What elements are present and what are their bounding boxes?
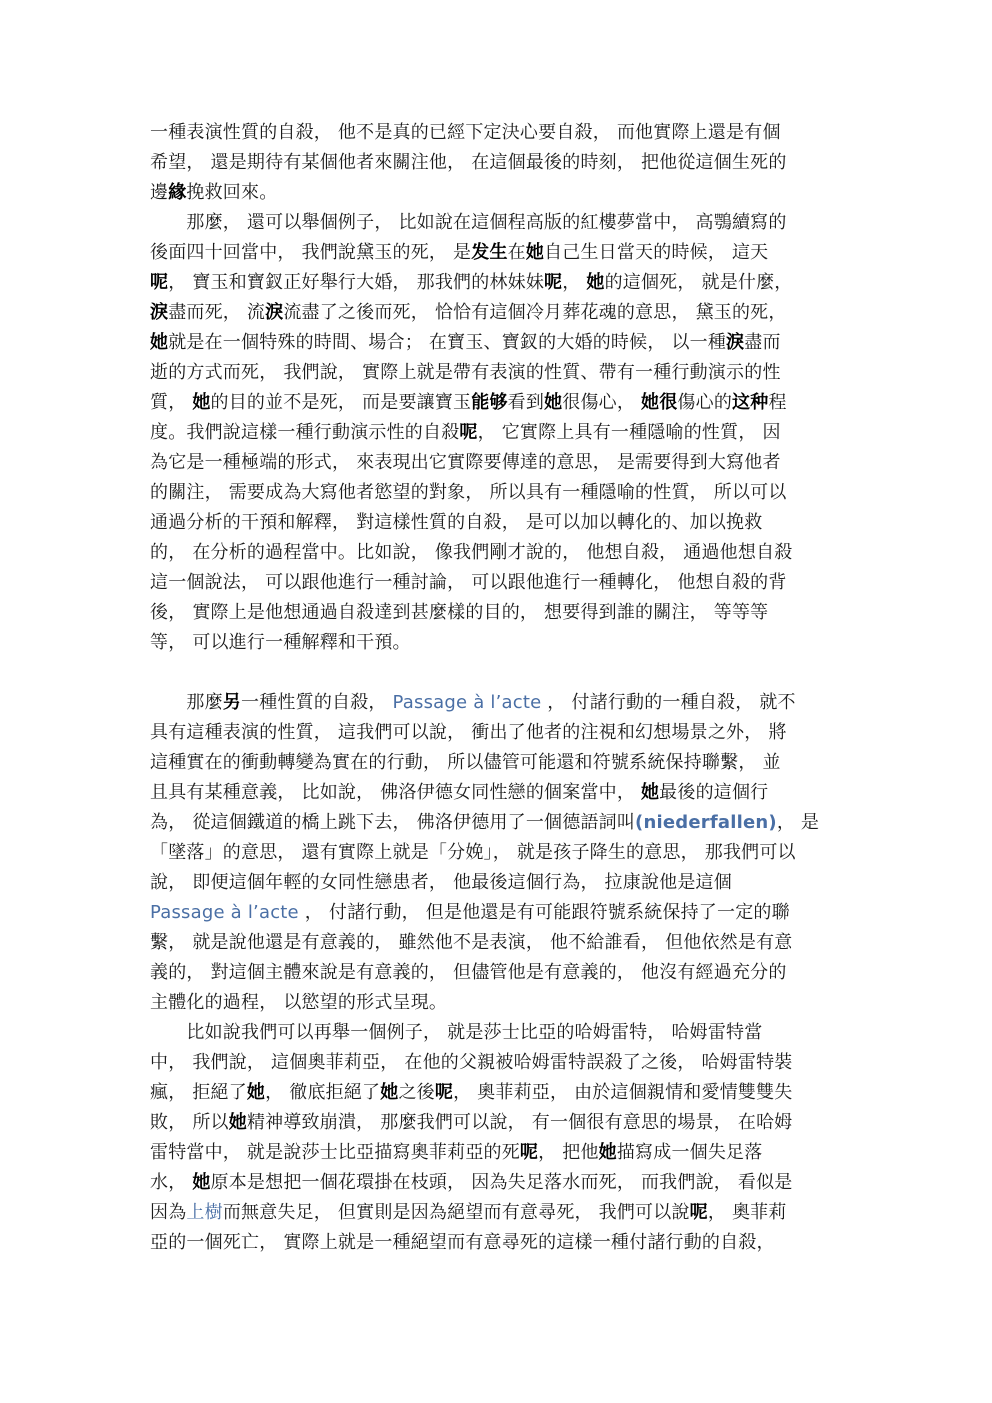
body-text: 敗， 所以 <box>150 1112 229 1133</box>
body-text: 的目的並不是死， 而是要讓寶玉 <box>210 392 472 413</box>
emphasis-text: 她 <box>525 242 545 263</box>
body-text: 描寫成一個失足落 <box>616 1142 763 1163</box>
body-text: 原本是想把一個花環掛在枝頭， 因為失足落水而死， 而我們說， 看似是 <box>210 1172 793 1193</box>
body-text: 自己生日當天的時候， 這天 <box>544 242 769 263</box>
body-text: 精神導致崩潰， 那麼我們可以說， 有一個很有意思的場景， 在哈姆 <box>246 1112 793 1133</box>
text-line <box>150 928 850 958</box>
text-line <box>150 958 850 988</box>
text-line <box>150 418 850 448</box>
body-text: 後面四十回當中， 我們說黛玉的死， 是 <box>150 242 472 263</box>
text-line <box>150 688 850 718</box>
text-line <box>150 298 850 328</box>
text-line <box>150 538 850 568</box>
emphasis-text: 呢 <box>459 422 478 443</box>
text-line <box>150 118 850 148</box>
body-text: 通過分析的干預和解釋， 對這樣性質的自殺， 是可以加以轉化的、加以挽救 <box>150 512 763 533</box>
text-line <box>150 598 850 628</box>
emphasis-text: 她 <box>192 1172 211 1193</box>
body-text: 就是在一個特殊的時間、場合； 在寶玉、寶釵的大婚的時候， 以一種 <box>168 332 727 353</box>
body-text: 這種實在的衝動轉變為實在的行動， 所以儘管可能還和符號系統保持聯繫， 並 <box>150 752 781 773</box>
text-line <box>150 1138 850 1168</box>
body-text: ， <box>562 272 587 293</box>
body-text: 在 <box>507 242 526 263</box>
emphasis-text: Passage à l’acte <box>150 902 299 923</box>
body-text: 且具有某種意義， 比如說， 佛洛伊德女同性戀的個案當中， <box>150 782 641 803</box>
emphasis-text: 她 <box>640 782 660 803</box>
body-text: 質， <box>150 392 193 413</box>
text-line <box>150 628 850 658</box>
body-text: 主體化的過程， 以慾望的形式呈現。 <box>150 992 448 1013</box>
body-text: 度。我們說這樣一種行動演示性的自殺 <box>150 422 460 443</box>
body-text: 挽救回來。 <box>186 182 278 203</box>
emphasis-text: 这种 <box>732 392 769 413</box>
text-line <box>150 448 850 478</box>
body-text: 程 <box>768 392 787 413</box>
body-text: 流盡了之後而死， 恰恰有這個冷月葬花魂的意思， 黛玉的死， <box>283 302 787 323</box>
text-line <box>150 988 850 1018</box>
body-text: 逝的方式而死， 我們說， 實際上就是帶有表演的性質、帶有一種行動演示的性 <box>150 362 781 383</box>
body-text: 那麼 <box>150 692 223 713</box>
emphasis-text: 淚 <box>726 332 745 353</box>
body-text: 亞的一個死亡， 實際上就是一種絕望而有意尋死的這樣一種付諸行動的自殺， <box>150 1232 775 1253</box>
text-line <box>150 178 850 208</box>
body-text: 之後 <box>398 1082 435 1103</box>
body-text: 水， <box>150 1172 193 1193</box>
body-text: 盡而死， 流 <box>168 302 266 323</box>
body-text: 這一個說法， 可以跟他進行一種討論， 可以跟他進行一種轉化， 他想自殺的背 <box>150 572 787 593</box>
body-text: 很傷心， <box>562 392 642 413</box>
text-line <box>150 148 850 178</box>
body-text: 等， 可以進行一種解釋和干預。 <box>150 632 411 653</box>
text-line <box>150 208 850 238</box>
text-line <box>150 868 850 898</box>
emphasis-text: 她 <box>586 272 605 293</box>
body-text: 的關注， 需要成為大寫他者慾望的對象， 所以具有一種隱喻的性質， 所以可以 <box>150 482 787 503</box>
text-line <box>150 238 850 268</box>
emphasis-text: Passage à l’acte <box>392 692 542 713</box>
body-text: ， 徹底拒絕了 <box>265 1082 381 1103</box>
emphasis-text: 她 <box>228 1112 247 1133</box>
emphasis-text: (niederfallen) <box>635 812 777 833</box>
body-text: 為它是一種極端的形式， 來表現出它實際要傳達的意思， 是需要得到大寫他者 <box>150 452 781 473</box>
body-text: 比如說我們可以再舉一個例子， 就是莎士比亞的哈姆雷特， 哈姆雷特當 <box>150 1022 763 1043</box>
body-text: 最後的這個行 <box>659 782 769 803</box>
body-text: 「墜落」的意思， 還有實際上就是「分娩」， 就是孩子降生的意思， 那我們可以 <box>150 842 796 863</box>
text-line <box>150 838 850 868</box>
emphasis-text: 呢 <box>544 272 563 293</box>
body-text: 一種表演性質的自殺， 他不是真的已經下定決心要自殺， 而他實際上還是有個 <box>150 122 781 143</box>
text-line <box>150 1168 850 1198</box>
text-line <box>150 358 850 388</box>
text-line <box>150 328 850 358</box>
emphasis-text: 淚 <box>265 302 284 323</box>
text-line <box>150 268 850 298</box>
emphasis-text: 发生 <box>471 242 508 263</box>
text-line <box>150 1228 850 1258</box>
body-text: ， 把他 <box>538 1142 599 1163</box>
body-text: ， 是 <box>776 812 820 833</box>
body-text: 盡而 <box>744 332 781 353</box>
emphasis-text: 她 <box>544 392 563 413</box>
emphasis-text: 呢 <box>519 1142 539 1163</box>
body-text: 傷心的 <box>677 392 733 413</box>
body-text: 看到 <box>507 392 545 413</box>
body-text: 的， 在分析的過程當中。比如說， 像我們剛才說的， 他想自殺， 通過他想自殺 <box>150 542 793 563</box>
body-text: ， 奧菲莉亞， 由於這個親情和愛情雙雙失 <box>453 1082 793 1103</box>
emphasis-text: 另 <box>222 692 242 713</box>
emphasis-text: 她 <box>380 1082 399 1103</box>
document-page <box>150 118 850 1258</box>
text-line <box>150 808 850 838</box>
body-text: 後， 實際上是他想通過自殺達到甚麼樣的目的， 想要得到誰的關注， 等等等 <box>150 602 769 623</box>
body-text: 的這個死， 就是什麼， <box>604 272 793 293</box>
body-text: 而無意失足， 但實則是因為絕望而有意尋死， 我們可以說 <box>222 1202 690 1223</box>
text-line <box>150 508 850 538</box>
emphasis-text: 上樹 <box>186 1202 223 1223</box>
body-text: 那麼， 還可以舉個例子， 比如說在這個程高版的紅樓夢當中， 高鶚續寫的 <box>150 212 787 233</box>
text-line <box>150 1198 850 1228</box>
emphasis-text: 她 <box>246 1082 266 1103</box>
emphasis-text: 能够 <box>471 392 508 413</box>
text-line <box>150 478 850 508</box>
body-text: 為， 從這個鐵道的橋上跳下去， 佛洛伊德用了一個德語詞叫 <box>150 812 636 833</box>
blank-line <box>150 658 850 688</box>
body-text: ， 它實際上具有一種隱喻的性質， 因 <box>477 422 781 443</box>
body-text: ， 付諸行動， 但是他還是有可能跟符號系統保持了一定的聯 <box>298 902 790 923</box>
emphasis-text: 淚 <box>150 302 169 323</box>
body-text: ， 付諸行動的一種自殺， 就不 <box>541 692 796 713</box>
text-line <box>150 1048 850 1078</box>
body-text: 一種性質的自殺， <box>241 692 393 713</box>
text-line <box>150 898 850 928</box>
body-text: 瘋， 拒絕了 <box>150 1082 247 1103</box>
body-text: 希望， 還是期待有某個他者來關注他， 在這個最後的時刻， 把他從這個生死的 <box>150 152 787 173</box>
emphasis-text: 呢 <box>150 272 169 293</box>
text-line <box>150 778 850 808</box>
emphasis-text: 她 <box>150 332 169 353</box>
body-text: ， 奧菲莉 <box>707 1202 787 1223</box>
text-line <box>150 388 850 418</box>
body-text: 邊 <box>150 182 169 203</box>
body-text: ， 寶玉和寶釵正好舉行大婚， 那我們的林妹妹 <box>168 272 545 293</box>
body-text: 具有這種表演的性質， 這我們可以說， 衝出了他者的注視和幻想場景之外， 將 <box>150 722 787 743</box>
body-text: 中， 我們說， 這個奧菲莉亞， 在他的父親被哈姆雷特誤殺了之後， 哈姆雷特裝 <box>150 1052 793 1073</box>
text-line <box>150 568 850 598</box>
body-text: 因為 <box>150 1202 187 1223</box>
text-line <box>150 718 850 748</box>
text-line <box>150 1018 850 1048</box>
text-line <box>150 748 850 778</box>
body-text: 說， 即便這個年輕的女同性戀患者， 他最後這個行為， 拉康說他是這個 <box>150 872 732 893</box>
body-text: 雷特當中， 就是說莎士比亞描寫奧菲莉亞的死 <box>150 1142 520 1163</box>
emphasis-text: 她很 <box>641 392 678 413</box>
body-text: 繫， 就是說他還是有意義的， 雖然他不是表演， 他不給誰看， 但他依然是有意 <box>150 932 793 953</box>
emphasis-text: 呢 <box>434 1082 454 1103</box>
text-line <box>150 1108 850 1138</box>
body-text: 義的， 對這個主體來說是有意義的， 但儘管他是有意義的， 他沒有經過充分的 <box>150 962 787 983</box>
text-line <box>150 1078 850 1108</box>
emphasis-text: 緣 <box>168 182 187 203</box>
emphasis-text: 她 <box>598 1142 617 1163</box>
emphasis-text: 她 <box>192 392 211 413</box>
emphasis-text: 呢 <box>689 1202 708 1223</box>
